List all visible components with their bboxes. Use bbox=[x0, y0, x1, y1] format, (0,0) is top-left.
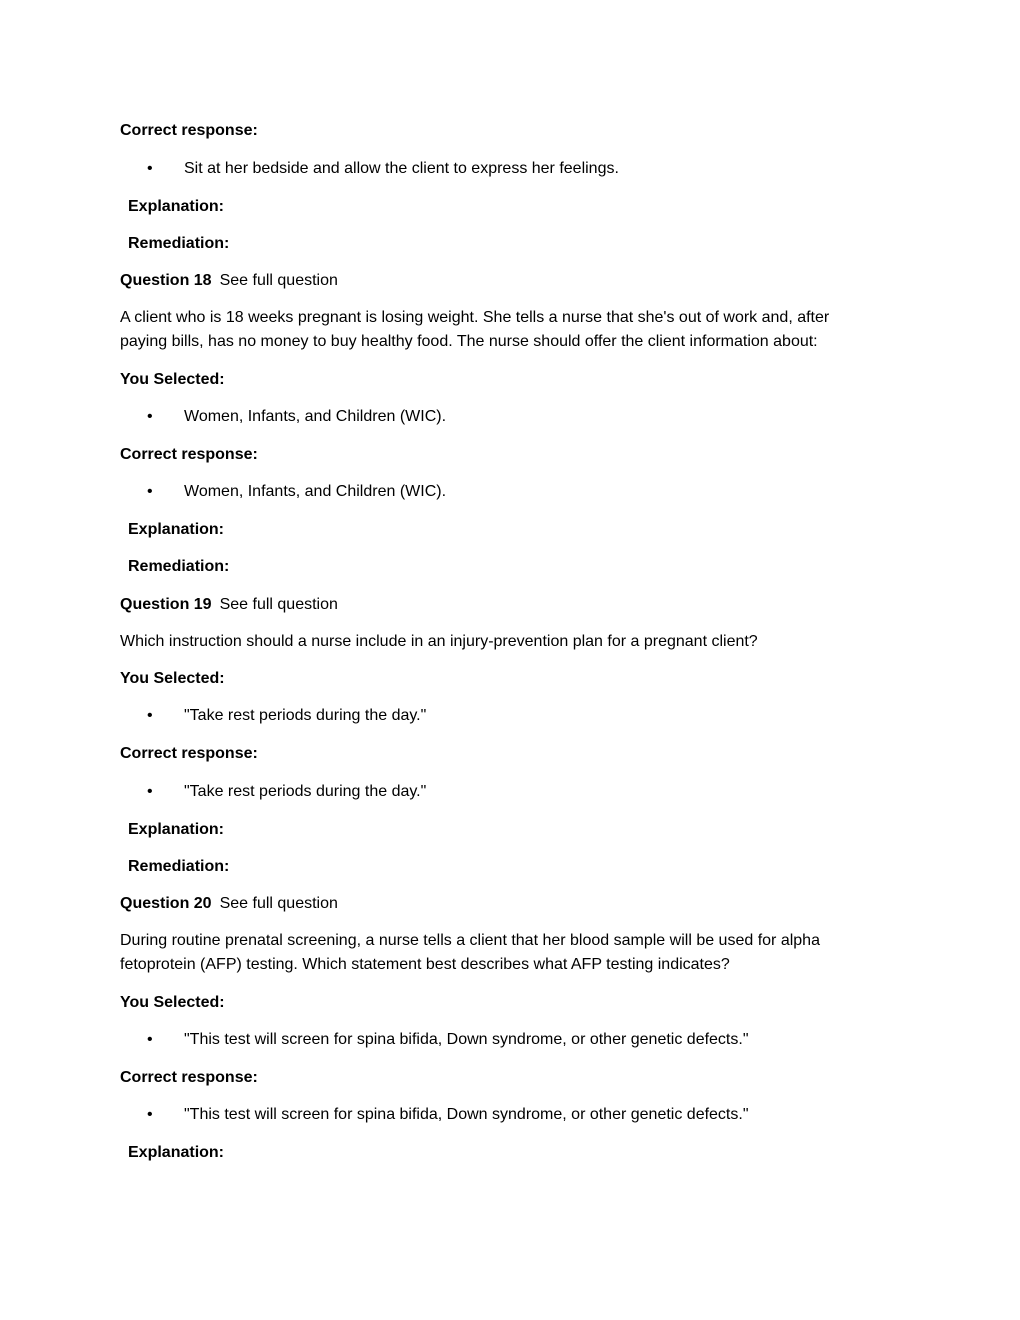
correct-answer-text: "Take rest periods during the day." bbox=[184, 783, 427, 800]
bullet-icon: • bbox=[147, 783, 153, 800]
list-item bbox=[147, 780, 426, 804]
question-number: Question 20 bbox=[120, 895, 212, 912]
explanation-label: Explanation: bbox=[128, 1144, 225, 1161]
bullet-icon: • bbox=[147, 408, 153, 425]
list-item bbox=[147, 1028, 749, 1052]
question-number: Question 19 bbox=[120, 596, 212, 613]
you-selected-label: You Selected: bbox=[120, 371, 225, 388]
question-header bbox=[120, 269, 338, 293]
correct-answer-text: Sit at her bedside and allow the client to express her feelings. bbox=[184, 160, 619, 177]
correct-response-label: Correct response: bbox=[120, 446, 258, 463]
bullet-icon: • bbox=[147, 483, 153, 500]
bullet-icon: • bbox=[147, 160, 153, 177]
you-selected-label: You Selected: bbox=[120, 670, 225, 687]
explanation-label: Explanation: bbox=[128, 821, 225, 838]
bullet-icon: • bbox=[147, 1031, 153, 1048]
remediation-label: Remediation: bbox=[128, 558, 230, 575]
question-header bbox=[120, 593, 338, 617]
question-header bbox=[120, 892, 338, 916]
correct-answer-text: Women, Infants, and Children (WIC). bbox=[184, 483, 447, 500]
list-item bbox=[147, 480, 446, 504]
bullet-icon: • bbox=[147, 1106, 153, 1123]
bullet-icon: • bbox=[147, 707, 153, 724]
correct-response-label: Correct response: bbox=[120, 122, 258, 139]
see-full-question-link[interactable]: See full question bbox=[219, 895, 338, 912]
question-text: Which instruction should a nurse include in an injury-prevention plan for a pregnant client? bbox=[120, 633, 758, 650]
see-full-question-link[interactable]: See full question bbox=[219, 596, 338, 613]
selected-answer-text: "This test will screen for spina bifida, Down syndrome, or other genetic defects." bbox=[184, 1031, 749, 1048]
question-number: Question 18 bbox=[120, 272, 212, 289]
list-item bbox=[147, 1103, 749, 1127]
selected-answer-text: Women, Infants, and Children (WIC). bbox=[184, 408, 447, 425]
question-text: During routine prenatal screening, a nurse tells a client that her blood sample will be used for alpha fetoprotein (AFP) testing. Which statement best describes what AFP testing indicates? bbox=[120, 932, 820, 973]
list-item bbox=[147, 157, 619, 181]
list-item bbox=[147, 405, 446, 429]
explanation-label: Explanation: bbox=[128, 521, 225, 538]
remediation-label: Remediation: bbox=[128, 858, 230, 875]
correct-response-label: Correct response: bbox=[120, 1069, 258, 1086]
explanation-label: Explanation: bbox=[128, 198, 225, 215]
correct-answer-text: "This test will screen for spina bifida, Down syndrome, or other genetic defects." bbox=[184, 1106, 749, 1123]
you-selected-label: You Selected: bbox=[120, 994, 225, 1011]
selected-answer-text: "Take rest periods during the day." bbox=[184, 707, 427, 724]
correct-response-label: Correct response: bbox=[120, 745, 258, 762]
list-item bbox=[147, 704, 426, 728]
see-full-question-link[interactable]: See full question bbox=[219, 272, 338, 289]
remediation-label: Remediation: bbox=[128, 235, 230, 252]
question-text: A client who is 18 weeks pregnant is losing weight. She tells a nurse that she's out of work and, after paying bills, has no money to buy healthy food. The nurse should offer the client information about: bbox=[120, 309, 830, 350]
